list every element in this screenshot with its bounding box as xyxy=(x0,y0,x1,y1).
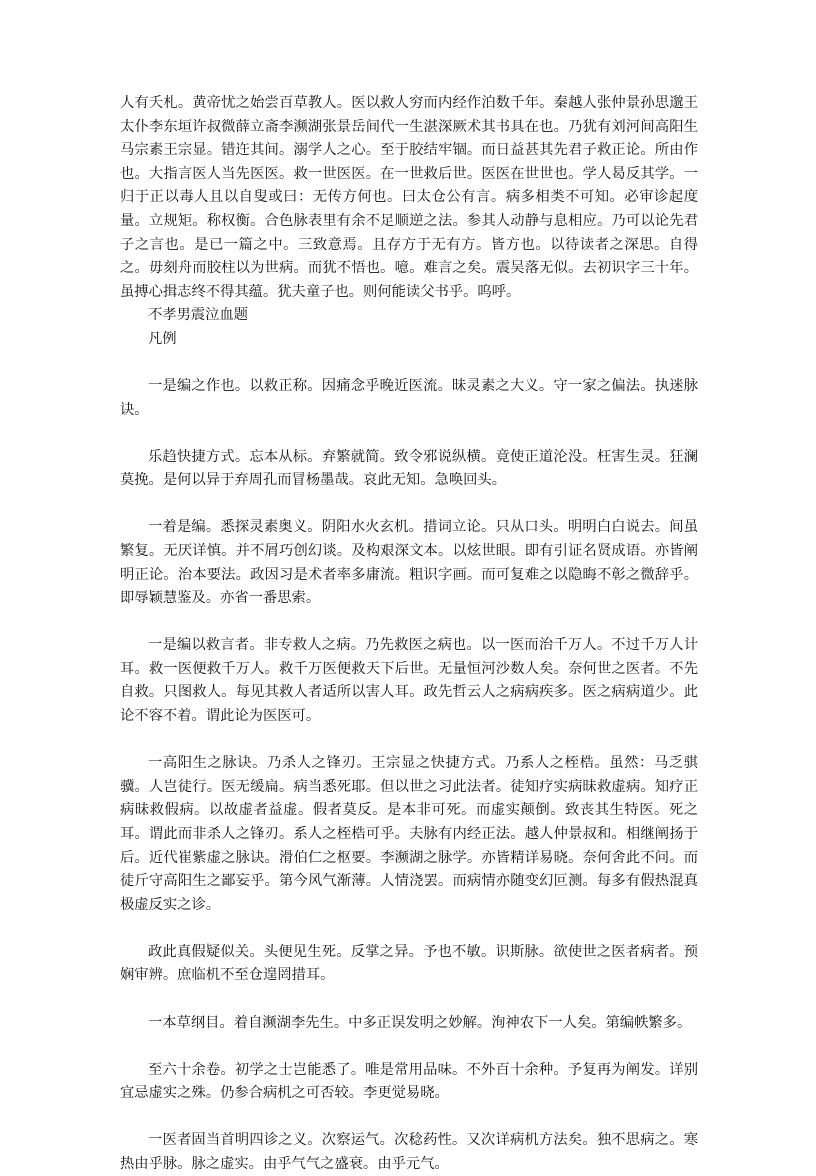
document-page xyxy=(120,92,698,1176)
section-heading-fanli: 凡例 xyxy=(148,330,177,347)
rule-paragraph-5: 一本草纲目。着自濒湖李先生。中多正误发明之妙解。洵神农下一人矣。第编帙繁多。 xyxy=(148,1014,692,1031)
rule-paragraph-3: 一是编以救言者。非专救人之病。乃先救医之病也。以一医而治千万人。不过千万人计耳。救一医便救千万人。救千万医便救天下后世。无量恒河沙数人矣。奈何世之医者。不先自救。只图救人。每见其救人者适所以害人耳。政先哲云人之病病疾多。医之病病道少。此论不容不着。谓此论为医医可。 xyxy=(120,637,698,725)
rule-paragraph-5-continued: 至六十余卷。初学之士岂能悉了。唯是常用品味。不外百十余种。予复再为阐发。详别宜忌虚实之殊。仍参合病机之可否较。李更觉易晓。 xyxy=(120,1061,698,1102)
rule-paragraph-6: 一医者固当首明四诊之义。次察运气。次稔药性。又次详病机方法矣。独不思病之。寒热由乎脉。脉之虚实。由乎气气之盛衰。由乎元气。 xyxy=(120,1132,698,1172)
rule-paragraph-1: 一是编之作也。以救正称。因痛念乎晚近医流。昧灵素之大义。守一家之偏法。执迷脉诀。 xyxy=(120,378,698,418)
rule-paragraph-4: 一高阳生之脉诀。乃杀人之锋刃。王宗显之快捷方式。乃系人之桎梏。虽然：马乏骐骥。人岂徒行。医无缓扁。病当悉死耶。但以世之习此法者。徒知疗实病昧救虚病。知疗正病昧救假病。以故虚者益虚。假者莫反。是本非可死。而虚实颠倒。致丧其生特医。死之耳。谓此而非杀人之锋刃。系人之桎梏可乎。夫脉有内经正法。越人仲景叔和。相继阐扬于后。近代崔紫虚之脉诀。滑伯仁之枢要。李濒湖之脉学。亦皆精详易晓。奈何舍此不问。而徒斤守高阳生之鄙妄乎。第今风气渐薄。人情浇罢。而病情亦随变幻叵测。每多有假热混真极虚反实之诊。 xyxy=(120,755,698,913)
preface-signature: 不孝男震泣血题 xyxy=(148,307,249,324)
preface-paragraph: 人有夭札。黄帝忧之始尝百草教人。医以救人穷而内经作泊数千年。秦越人张仲景孙思邈王太仆李东垣许叔微薛立斋李濒湖张景岳间代一生湛深厥术其书具在也。乃犹有刘河间高阳生马宗素王宗显。错迕其间。溺学人之心。至于胶结牢锢。而日益甚其先君子救正论。所由作也。大指言医人当先医医。救一世医医。在一世救后世。医医在世世也。学人曷反其学。一归于正以毒人且以自叟或曰：无传方何也。曰太仓公有言。病多相类不可知。必审诊起度量。立规矩。称权衡。合色脉表里有余不足顺逆之法。参其人动静与息相应。乃可以论先君子之言也。是已一篇之中。三致意焉。且存方于无有方。皆方也。以待读者之深思。自得之。毋刻舟而胶柱以为世病。而犹不悟也。噫。难言之矣。震吴落无似。去初识字三十年。虽搏心揖志终不得其蕴。犹夫童子也。则何能读父书乎。呜呼。 xyxy=(120,95,698,300)
rule-paragraph-2: 一着是编。悉探灵素奥义。阴阳水火玄机。措词立论。只从口头。明明白白说去。间虽繁复。无厌详慎。并不屑巧创幻谈。及构艰深文本。以炫世眼。即有引证名贤成语。亦皆阐明正论。治本要法。政因习是术者率多庸流。粗识字画。而可复难之以隐晦不彰之微辞乎。即辱颖慧鉴及。亦省一番思索。 xyxy=(120,519,698,607)
rule-paragraph-1-continued: 乐趋快捷方式。忘本从标。弃繁就简。致令邪说纵横。竟使正道沦没。枉害生灵。狂澜莫挽。是何以异于弃周孔而冒杨墨哉。哀此无知。急唤回头。 xyxy=(120,448,698,489)
rule-paragraph-4-continued: 政此真假疑似关。头便见生死。反掌之异。予也不敏。识斯脉。欲使世之医者病者。预娴审辨。庶临机不至仓遑罔措耳。 xyxy=(120,943,698,984)
